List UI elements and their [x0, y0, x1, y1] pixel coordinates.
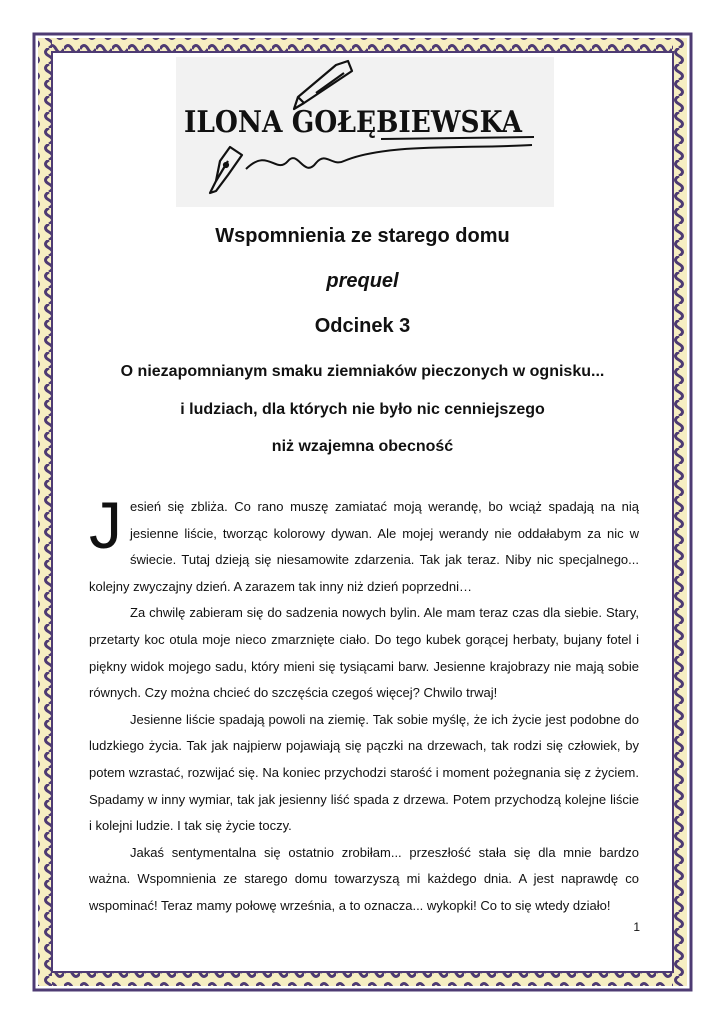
subtitle-line-1: O niezapomnianym smaku ziemniaków pieczonych w ognisku...: [120, 363, 605, 380]
paragraph: Jesienne liście spadają powoli na ziemię. Tak sobie myślę, że ich życie jest podobne do ludzkiego życia. Tak jak najpierw pojawiają się pączki na drzewach, tak rodzi się człowiek, by potem wzrastać, rozwijać się. Na koniec przychodzi starość i moment pożegnania się z życiem. Spadamy w inny wymiar, tak jak jesienny liść spada z drzewa. Potem przychodzą kolejne liście i kolejni ludzie. I tak się życie toczy.: [89, 711, 639, 834]
subtitle-line-3: niż wzajemna obecność: [271, 438, 454, 455]
story-body: [89, 488, 639, 920]
subtitle-line-2: i ludziach, dla których nie było nic cenniejszego: [180, 401, 545, 418]
episode-label: Odcinek 3: [314, 315, 411, 337]
paragraph: [89, 488, 639, 600]
paragraph-text: esień się zbliża. Co rano muszę zamiatać moją werandę, bo wciąż spadają na nią jesienne liście, tworząc kolorowy dywan. Ale mojej werandy nie oddałabym za nic w świecie. Tutaj dzieją się niesamowite zdarzenia. Tak jak teraz. Niby nic specjalnego... kolejny zwyczajny dzień. A zarazem tak inny niż dzień poprzedni…: [89, 499, 639, 594]
prequel-label: prequel: [326, 270, 399, 292]
paragraph: Jakaś sentymentalna się ostatnio zrobiłam... przeszłość stała się dla mnie bardzo ważna. Wspomnienia ze starego domu towarzyszą mi każdego dnia. A jest naprawdę co wspominać! Teraz mamy połowę września, a to oznacza... wykopki! Co to się wtedy działo!: [89, 844, 639, 913]
paragraph: Za chwilę zabieram się do sadzenia nowych bylin. Ale mam teraz czas dla siebie. Stary, przetarty koc otula moje nieco zmarznięte ciało. Do tego kubek gorącej herbaty, bujany fotel i piękny widok mojego sadu, który mieni się tysiącami barw. Jesienne krajobrazy nie mają sobie równych. Czy można chcieć do szczęścia czegoś więcej? Chwilo trwaj!: [89, 605, 639, 701]
page-number: 1: [633, 920, 640, 934]
author-name: ILONA GOŁĘBIEWSKA: [184, 105, 522, 140]
story-title: Wspomnienia ze starego domu: [215, 225, 510, 247]
drop-cap: J: [89, 488, 122, 562]
author-logo: [176, 57, 554, 207]
